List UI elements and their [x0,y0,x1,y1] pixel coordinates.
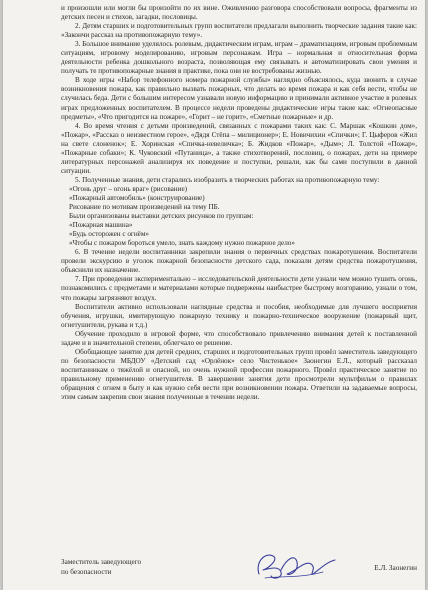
document-body [61,4,417,402]
paragraph: 2. Детям старших и подготовительных групп воспитатели предлагали выполнить творческие задания такие как: «Закончи рассказ на противопожарную тему». [61,22,417,40]
paragraph: В ходе игры «Набор телефонного номера пожарной службы» наглядно объяснялось, куда звонить в случае возникновения пожара, как правильно вызвать пожарных, что делать во время пожара и как себя вести, чтобы не случилась беда. Дети с большим интересом узнавали новую информацию и принимали активное участие в ролевых играх предложенных воспитателем. В процессе недели проведены дидактические игры такие как: «Огнеопасные предметы», «Что пригодится на пожаре», «Горит – не горит», «Сметные пожарные» и др. [61,76,417,121]
paragraph: Обобщающее занятие для детей средних, старших и подготовительных групп провёл заместитель заведующего по безопасности МБДОУ «Детский сад «Орлёнок» село Чистенькое» Заонегин Е.Л., который рассказал воспитанникам о тяжёлой и опасной, но очень нужной профессии пожарного. Провёл практическое занятие по правильному применению огнетушителя. В завершении занятия дети просмотрели мультфильм о правилах обращения с огнем в быту и как нужно себя вести при возникновении пожара. Ответили на задаваемые вопросы, этим самым закрепив свои знания полученные в течении недели. [61,347,417,402]
list-item: «Будь осторожен с огнём» [69,230,149,239]
list-item: «Пожарный автомобиль» (конструирование) [69,193,205,202]
paragraph: 7. При проведении экспериментально – исследовательской деятельности дети узнали чем можно тушить огонь, познакомились с предметами и материалами которые подвержены наибыстрее быстрому возгоранию, узнали о том, что пожары загрязняют воздух. [61,275,417,302]
paragraph: 5. Полученные знания, дети старались изобразить в творческих работах на противопожарную тему: [75,175,380,184]
list-item: «Пожарная машина» [69,221,133,230]
list-item: Были организованы выставки детских рисунков по группам: [69,212,254,221]
list-item: Рисование по мотивам произведений на тему ПБ. [69,203,220,212]
handwritten-signature [251,548,341,584]
signatory-title-line: Заместитель заведующего [61,558,142,566]
paragraph: 6. В течение недели воспитанники закрепили знания о первичных средствах пожаротушения. Воспитатели провели экскурсию в уголок пожарной безопасности детского сада, показали детям средства пожаротушения, объяснили их назначение. [61,248,417,275]
paragraph: 4. Во время чтения с детьми произведений, связанных с пожарами таких как: С. Маршак «Кошкин дом», «Пожар», «Рассказ о неизвестном герое», «Дядя Стёпа – милиционер»; Е. Новичихин «Спички»; Г. Цыферов «Жил на свете слоненок»; Е. Хоринская «Спичка-невеличка»; Б. Жидков «Пожар», «Дым»; Л. Толстой «Пожар», «Пожарные собаки»; К. Чуковский «Путаница», а также стихотворений, пословиц, о пожарах, дети на примере литературных персонажей анализируя их поведение и поступки, решали, как бы сами поступили в данной ситуации. [61,121,417,175]
paragraph: Воспитатели активно использовали наглядные средства и пособия, необходимые для лучшего восприятия обучения, игрушки, имитирующую пожарную технику и пожарно-техническое вооружение (пожарный щит, огнетушители, рукава и т.д.) [61,302,417,329]
paragraph: и произошли или могли бы произойти по их вине. Оживлению разговора способствовали вопросы, фрагменты из детских песен и стихов, загадки, пословицы. [61,4,417,22]
document-page [3,0,425,590]
signatory-title [61,558,141,577]
list-item: «Огонь друг – огонь враг» (рисование) [69,184,187,193]
signatory-title-line: по безопасности [61,567,112,576]
signatory-name: Е.Л. Заонегин [374,564,417,572]
paragraph: Обучение проходило в игровой форме, что способствовало привлечению внимания детей к поставленной задаче и в значительной степени, облегчало ее решение. [61,329,417,347]
list-item: «Чтобы с пожаром бороться умело, знать каждому нужно пожарное дело» [69,239,295,248]
paragraph: 3. Большое внимание уделялось ролевым, дидактическим играм, играм – драматизациям, игровым проблемным ситуациям, игровому моделированию, игровым персонажам. Игра – нормальная и относительная форма деятельности ребенка дошкольного возраста, позволяющая ему связывать и автоматизировать свои умения и получать те противопожарные знания в практике, пока они не востребованы жизнью. [61,40,417,76]
